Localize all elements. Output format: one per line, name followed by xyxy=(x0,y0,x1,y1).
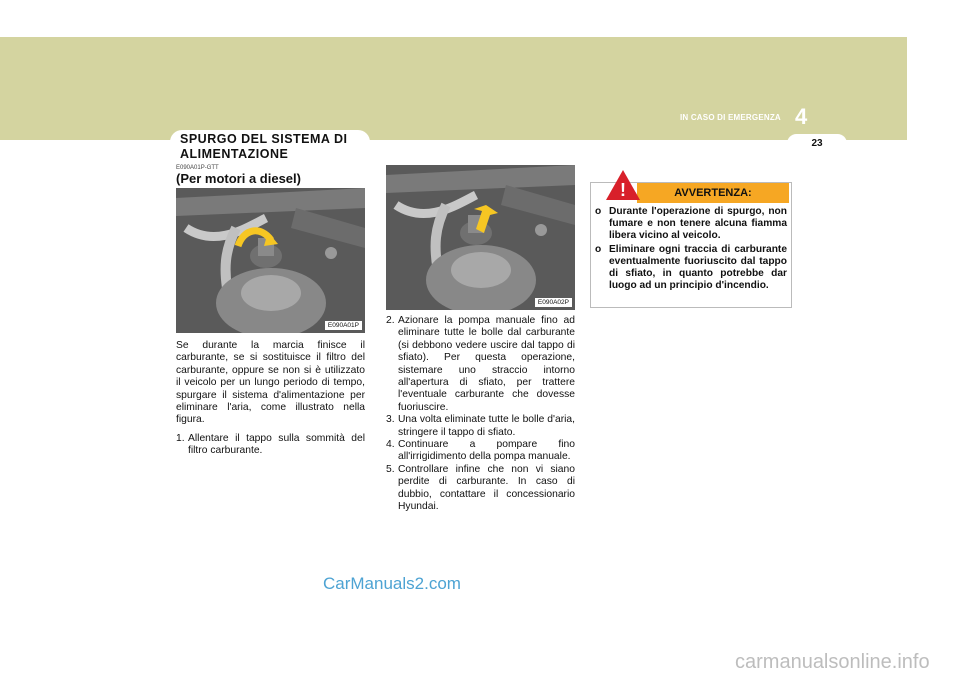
fuel-filter-illustration-1 xyxy=(176,188,365,333)
step-number: 5. xyxy=(386,463,395,475)
page-number: 23 xyxy=(787,134,847,153)
warning-header xyxy=(637,183,789,203)
text-column-1 xyxy=(176,340,365,458)
watermark-left[interactable]: CarManuals2.com xyxy=(323,574,461,593)
step-number: 4. xyxy=(386,439,395,451)
watermark-right[interactable]: carmanualsonline.info xyxy=(735,651,930,673)
warning-list xyxy=(595,206,787,292)
warning-text: Durante l'operazione di spurgo, non fumare e non tenere alcuna fiamma libera vicino al veicolo. xyxy=(609,206,787,241)
list-item xyxy=(595,244,787,292)
step-text: Azionare la pompa manuale fino ad eliminare tutte le bolle dal carburante (si debbono vedere uscire dal tappo di sfiato). Per questa operazione, sistemare uno straccio intorno all'apertura di sfiato, per trattere l'eventuale carburante che dovesse fuoriuscire. xyxy=(398,315,575,413)
warning-title: AVVERTENZA: xyxy=(674,187,752,199)
photo-label-2: E090A02P xyxy=(535,298,572,307)
step-number: 3. xyxy=(386,414,395,426)
list-item xyxy=(386,439,575,464)
engine-photo-2 xyxy=(386,165,575,310)
warning-text: Eliminare ogni traccia di carburante eventualmente fuoriuscito dal tappo di sfiato, in quanto potrebbe dar luogo ad un principio d'incendio. xyxy=(609,244,787,291)
warning-body xyxy=(595,206,787,294)
engine-photo-1 xyxy=(176,188,365,333)
step-text: Una volta eliminate tutte le bolle d'aria, stringere il tappo di sfiato. xyxy=(398,414,575,438)
list-item xyxy=(386,414,575,439)
step-text: Controllare infine che non vi siano perdite di carburante. In caso di dubbio, contattare il concessionario Hyundai. xyxy=(398,463,575,513)
text-column-2 xyxy=(386,315,575,514)
intro-paragraph: Se durante la marcia finisce il carburante, se si sostituisce il filtro del carburante, oppure se non si è utilizzato il veicolo per un lungo periodo di tempo, spurgare il sistema d'alimentazione per eliminare l'aria, come illustrato nella figura. xyxy=(176,340,365,426)
step-text: Allentare il tappo sulla sommità del filtro carburante. xyxy=(188,432,365,457)
header-band xyxy=(0,37,907,140)
list-item xyxy=(386,315,575,414)
warning-symbol: ! xyxy=(620,180,626,200)
subtitle: (Per motori a diesel) xyxy=(176,171,301,186)
steps-list-2 xyxy=(386,315,575,514)
step-number: 2. xyxy=(386,315,395,326)
chapter-number: 4 xyxy=(795,104,808,129)
page-title: SPURGO DEL SISTEMA DI ALIMENTAZIONE xyxy=(180,132,348,161)
list-item xyxy=(386,464,575,514)
warning-box xyxy=(590,182,792,308)
section-title: IN CASO DI EMERGENZA xyxy=(680,113,781,122)
list-item xyxy=(595,206,787,242)
steps-list-1 xyxy=(176,433,365,458)
bullet: o xyxy=(595,206,602,217)
warning-triangle-icon xyxy=(605,169,641,201)
reference-code: E090A01P-GTT xyxy=(176,165,219,171)
list-item xyxy=(176,433,365,458)
step-text: Continuare a pompare fino all'irrigidimento della pompa manuale. xyxy=(398,439,575,463)
photo-label-1: E090A01P xyxy=(325,321,362,330)
fuel-filter-illustration-2 xyxy=(386,165,575,310)
bullet: o xyxy=(595,244,602,255)
step-number: 1. xyxy=(176,432,185,444)
